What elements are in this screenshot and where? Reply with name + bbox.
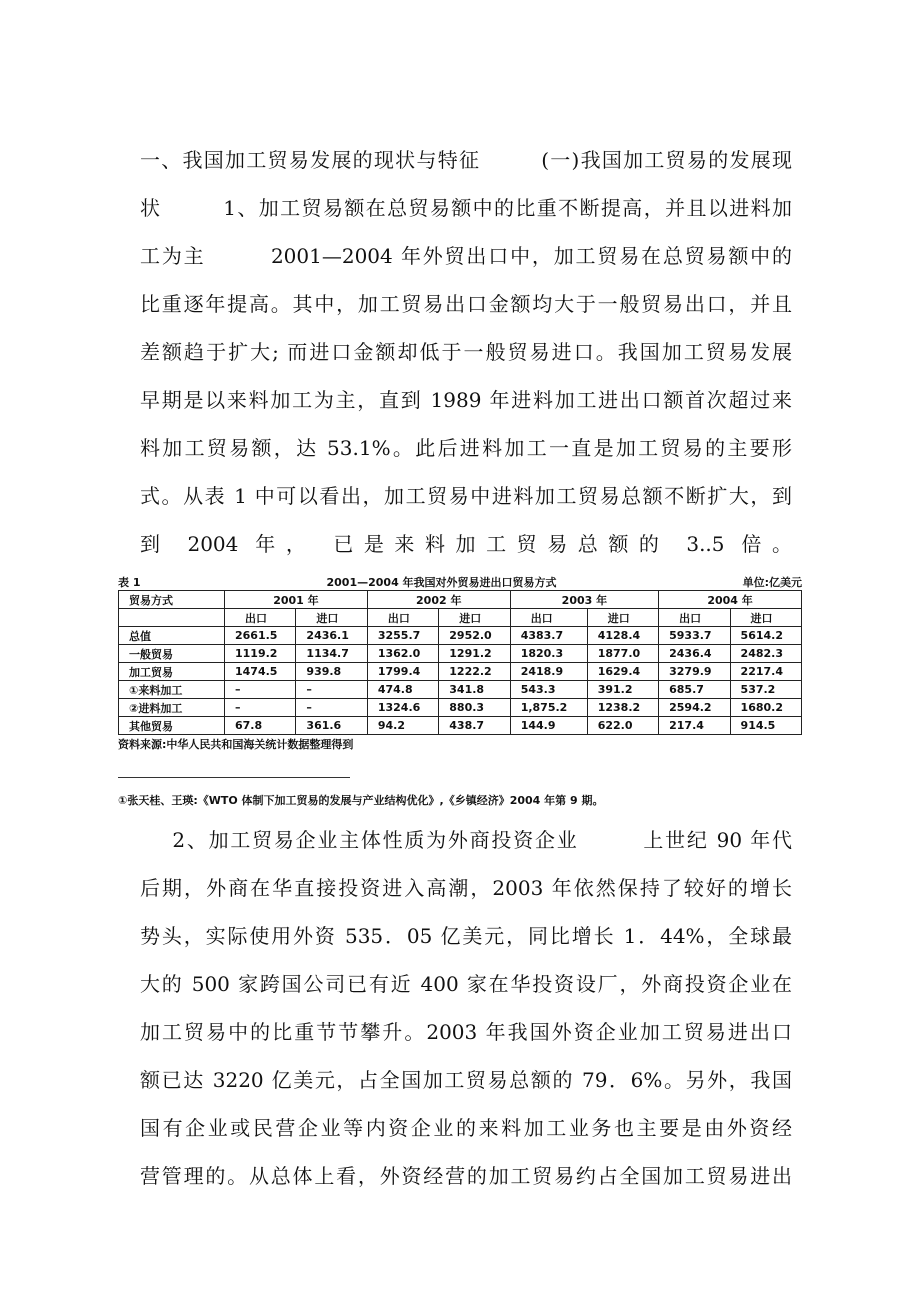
year-header: 2004 年 xyxy=(659,591,802,609)
table-cell: 1324.6 xyxy=(367,699,438,717)
text-line: 一、我国加工贸易发展的现状与特征 (一)我国加工贸易的发展现 xyxy=(140,148,792,172)
table-unit: 单位:亿美元 xyxy=(742,576,802,589)
table-cell: 2418.9 xyxy=(510,663,587,681)
table-cell: 3279.9 xyxy=(659,663,730,681)
table-cell: 1238.2 xyxy=(587,699,658,717)
table-row xyxy=(119,627,802,645)
subheader: 出口 xyxy=(659,609,730,627)
table-cell: 1799.4 xyxy=(367,663,438,681)
table-cell: 1474.5 xyxy=(225,663,296,681)
table-cell: 1629.4 xyxy=(587,663,658,681)
table-cell: 1222.2 xyxy=(439,663,510,681)
text-line: 差额趋于扩大; 而进口金额却低于一般贸易进口。我国加工贸易发展 xyxy=(140,340,792,364)
subheader: 进口 xyxy=(587,609,658,627)
table-cell: 3255.7 xyxy=(367,627,438,645)
table-cell: 2436.4 xyxy=(659,645,730,663)
table-cell: – xyxy=(296,699,367,717)
table-cell: 217.4 xyxy=(659,717,730,735)
table-title: 2001—2004 年我国对外贸易进出口贸易方式 xyxy=(326,576,557,589)
table-cell: 622.0 xyxy=(587,717,658,735)
table-cell: 67.8 xyxy=(225,717,296,735)
row-label: 一般贸易 xyxy=(119,645,225,663)
footnote-divider xyxy=(118,777,350,778)
table-cell: 1680.2 xyxy=(730,699,801,717)
table-cell: 4128.4 xyxy=(587,627,658,645)
table-cell: 1291.2 xyxy=(439,645,510,663)
text-line: 国有企业或民营企业等内资企业的来料加工业务也主要是由外资经 xyxy=(140,1116,792,1140)
subheader: 进口 xyxy=(439,609,510,627)
table-cell: 543.3 xyxy=(510,681,587,699)
corner-header: 贸易方式 xyxy=(119,591,225,609)
year-header: 2003 年 xyxy=(510,591,658,609)
year-header: 2001 年 xyxy=(225,591,368,609)
table-cell: 438.7 xyxy=(439,717,510,735)
trade-table xyxy=(118,590,802,735)
text-line: 加工贸易中的比重节节攀升。2003 年我国外资企业加工贸易进出口 xyxy=(140,1020,792,1044)
subheader: 出口 xyxy=(367,609,438,627)
table-cell: – xyxy=(225,699,296,717)
subheader: 出口 xyxy=(510,609,587,627)
trade-table-section xyxy=(118,574,802,752)
table-row xyxy=(119,717,802,735)
subheader: 出口 xyxy=(225,609,296,627)
table-cell: 2482.3 xyxy=(730,645,801,663)
table-cell: 1362.0 xyxy=(367,645,438,663)
table-row xyxy=(119,663,802,681)
text-line: 到 2004 年， 已是来料加工贸易总额的 3..5 倍。 xyxy=(140,532,792,556)
table-cell: – xyxy=(225,681,296,699)
table-cell: 1119.2 xyxy=(225,645,296,663)
table-source: 资料来源:中华人民共和国海关统计数据整理得到 xyxy=(118,738,354,751)
table-row xyxy=(119,699,802,717)
table-cell: 2594.2 xyxy=(659,699,730,717)
table-year-row xyxy=(119,591,802,609)
table-cell: 2436.1 xyxy=(296,627,367,645)
table-row xyxy=(119,645,802,663)
table-cell: 2661.5 xyxy=(225,627,296,645)
table-cell: 474.8 xyxy=(367,681,438,699)
table-cell: 94.2 xyxy=(367,717,438,735)
text-line: 2、加工贸易企业主体性质为外商投资企业 上世纪 90 年代 xyxy=(140,828,792,852)
row-label: 其他贸易 xyxy=(119,717,225,735)
text-line: 早期是以来料加工为主，直到 1989 年进料加工进出口额首次超过来 xyxy=(140,388,792,412)
text-line: 势头，实际使用外资 535．05 亿美元，同比增长 1．44%，全球最 xyxy=(140,924,792,948)
table-cell: 880.3 xyxy=(439,699,510,717)
table-cell: 939.8 xyxy=(296,663,367,681)
table-cell: 391.2 xyxy=(587,681,658,699)
text-line: 后期，外商在华直接投资进入高潮，2003 年依然保持了较好的增长 xyxy=(140,876,792,900)
table-cell: 1134.7 xyxy=(296,645,367,663)
text-line: 大的 500 家跨国公司已有近 400 家在华投资设厂，外商投资企业在 xyxy=(140,972,792,996)
row-label: ②进料加工 xyxy=(119,699,225,717)
text-line: 比重逐年提高。其中，加工贸易出口金额均大于一般贸易出口，并且 xyxy=(140,292,792,316)
row-label: 总值 xyxy=(119,627,225,645)
year-header: 2002 年 xyxy=(367,591,510,609)
table-cell: 4383.7 xyxy=(510,627,587,645)
text-line: 工为主 2001—2004 年外贸出口中，加工贸易在总贸易额中的 xyxy=(140,244,792,268)
empty-header xyxy=(119,609,225,627)
table-cell: 144.9 xyxy=(510,717,587,735)
table-header xyxy=(118,574,802,590)
table-cell: 1877.0 xyxy=(587,645,658,663)
table-cell: – xyxy=(296,681,367,699)
row-label: ①来料加工 xyxy=(119,681,225,699)
table-cell: 685.7 xyxy=(659,681,730,699)
table-cell: 361.6 xyxy=(296,717,367,735)
footnote: ①张天桂、王瑛:《WTO 体制下加工贸易的发展与产业结构优化》,《乡镇经济》2004 年第 9 期。 xyxy=(118,794,604,807)
text-line: 营管理的。从总体上看，外资经营的加工贸易约占全国加工贸易进出 xyxy=(140,1164,792,1188)
subheader: 进口 xyxy=(296,609,367,627)
table-cell: 537.2 xyxy=(730,681,801,699)
table-label: 表 1 xyxy=(118,576,141,589)
table-cell: 1820.3 xyxy=(510,645,587,663)
table-cell: 2217.4 xyxy=(730,663,801,681)
table-cell: 5933.7 xyxy=(659,627,730,645)
table-cell: 914.5 xyxy=(730,717,801,735)
table-row xyxy=(119,681,802,699)
subheader: 进口 xyxy=(730,609,801,627)
table-cell: 5614.2 xyxy=(730,627,801,645)
row-label: 加工贸易 xyxy=(119,663,225,681)
table-cell: 2952.0 xyxy=(439,627,510,645)
text-line: 额已达 3220 亿美元，占全国加工贸易总额的 79．6%。另外，我国 xyxy=(140,1068,792,1092)
text-line: 式。从表 1 中可以看出，加工贸易中进料加工贸易总额不断扩大，到 xyxy=(140,484,792,508)
table-cell: 1,875.2 xyxy=(510,699,587,717)
text-line: 料加工贸易额，达 53.1%。此后进料加工一直是加工贸易的主要形 xyxy=(140,436,792,460)
table-cell: 341.8 xyxy=(439,681,510,699)
text-line: 状 1、加工贸易额在总贸易额中的比重不断提高，并且以进料加 xyxy=(140,196,792,220)
table-subheader-row xyxy=(119,609,802,627)
